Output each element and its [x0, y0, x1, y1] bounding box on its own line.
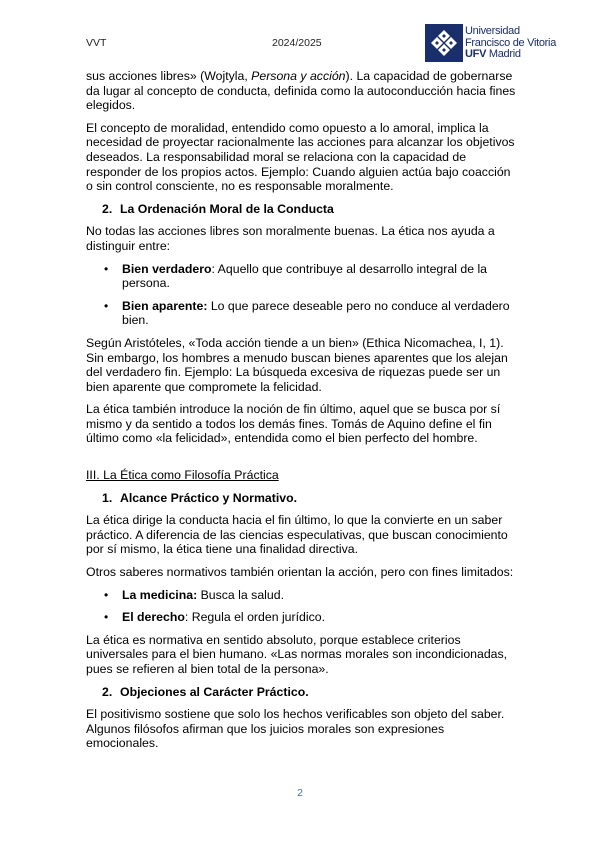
page-number: 2 [297, 787, 303, 799]
list-item [86, 610, 516, 625]
university-logo [425, 24, 565, 64]
paragraph-moralidad: El concepto de moralidad, entendido como opuesto a lo amoral, implica la necesidad de proyectar racionalmente las acciones para alcanzar los objetivos deseados. La responsabilidad moral se relaciona con la capacidad de responder de los propios actos. Ejemplo: Cuando alguien actúa bajo coacción o sin control consciente, no es responsable moralmente. [86, 120, 515, 194]
heading-objeciones: 2. Objeciones al Carácter Práctico. [102, 684, 309, 699]
list-item [86, 588, 516, 603]
header-year: 2024/2025 [272, 37, 322, 49]
saberes-list [86, 588, 516, 625]
list-item-text: : Aquello que contribuye al desarrollo integral de la persona. [122, 261, 488, 291]
list-item-text: Lo que parece deseable pero no conduce al verdadero bien. [122, 298, 510, 328]
list-item-text: : Regula el orden jurídico. [184, 610, 326, 625]
paragraph-aristoteles: Según Aristóteles, «Toda acción tiende a un bien» (Ethica Nicomachea, I, 1). Sin embargo, los hombres a menudo buscan bienes aparentes que los alejan del verdadero fin. Ejemplo: La búsqueda excesiva de riquezas puede ser un bien aparente que compromete la felicidad. [86, 335, 508, 394]
section-heading-etica-practica: III. La Ética como Filosofía Práctica [86, 468, 279, 483]
paragraph-saberes-normativos: Otros saberes normativos también orientan la acción, pero con fines limitados: [86, 565, 514, 580]
paragraph-conducta: sus acciones libres» (Wojtyla, Persona y acción). La capacidad de gobernarse da lugar al concepto de conducta, definida como la autoconducción hacia fines elegidos. [86, 69, 516, 113]
document-body [86, 69, 516, 759]
heading-ordenacion-moral: 2. La Ordenación Moral de la Conducta [102, 201, 334, 216]
heading-alcance-practico: 1. Alcance Práctico y Normativo. [102, 490, 298, 505]
list-item-term: Bien verdadero [122, 261, 212, 276]
list-item [86, 262, 516, 291]
list-item-term: Bien aparente: [122, 298, 208, 313]
bien-list [86, 262, 516, 328]
logo-wordmark: Universidad Francisco de Vitoria UFV Madrid [465, 25, 557, 60]
ufv-emblem-icon [425, 24, 463, 62]
paragraph-acciones-libres: No todas las acciones libres son moralmente buenas. La ética nos ayuda a distinguir entre: [86, 224, 495, 253]
list-item-term: El derecho [122, 610, 185, 625]
paragraph-fin-ultimo: La ética también introduce la noción de fin último, aquel que se busca por sí mismo y da sentido a todos los demás fines. Tomás de Aquino define el fin último como «la felicidad», entendida como el bien perfecto del hombre. [86, 402, 501, 446]
paragraph-saber-practico: La ética dirige la conducta hacia el fin último, lo que la convierte en un saber práctico. A diferencia de las ciencias especulativas, que buscan conocimiento por sí mismo, la ética tiene una finalidad directiva. [86, 513, 508, 557]
paragraph-normativa: La ética es normativa en sentido absoluto, porque establece criterios universales para el bien humano. «Las normas morales son incondicionadas, pues se refieren al bien total de la persona». [86, 632, 508, 676]
paragraph-positivismo: El positivismo sostiene que solo los hechos verificables son objeto del saber. Algunos filósofos afirman que los juicios morales son expresiones emocionales. [86, 707, 505, 751]
list-item-text: Busca la salud. [197, 587, 284, 602]
list-item [86, 299, 516, 328]
list-item-term: La medicina: [122, 587, 198, 602]
header-left-text: VVT [86, 37, 107, 49]
